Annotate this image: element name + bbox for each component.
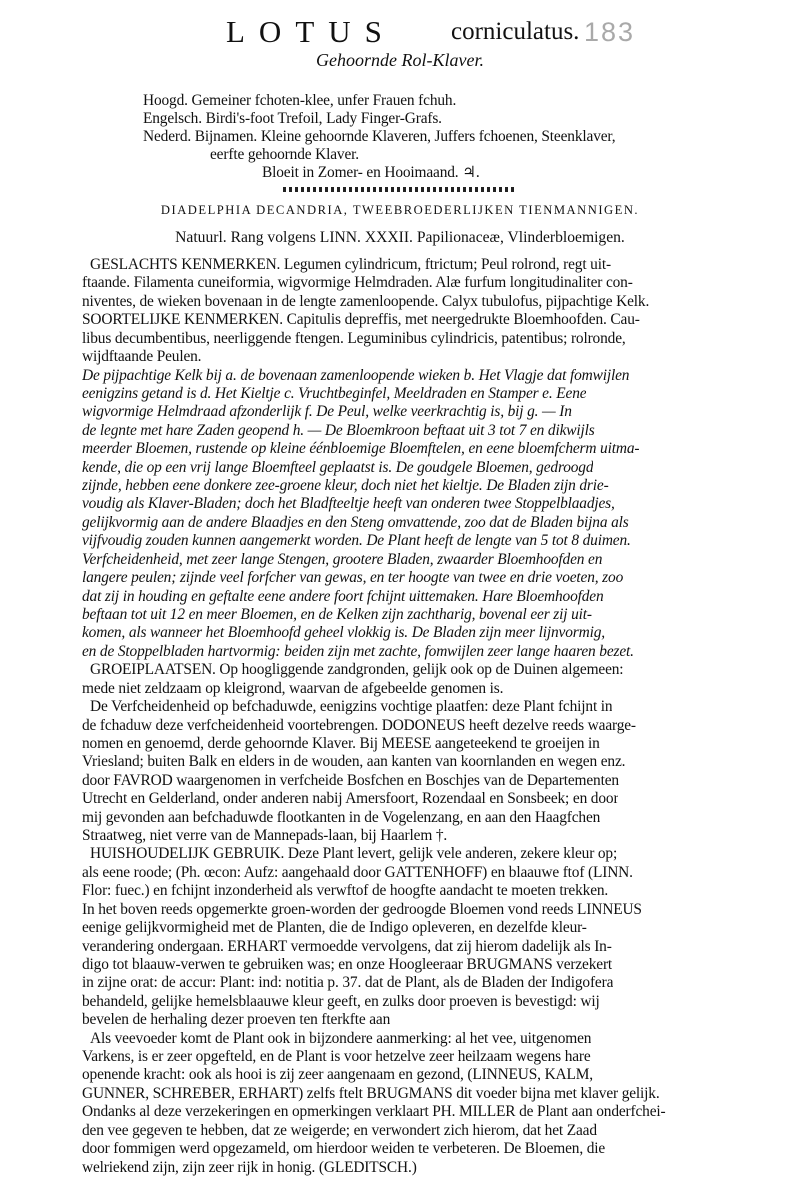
page-number: 183 xyxy=(584,17,636,47)
vernacular-line: Hoogd. Gemeiner fchoten-klee, unfer Frauen fchuh. xyxy=(143,92,457,109)
ornamental-divider xyxy=(283,187,517,192)
body-line: mede niet zeldzaam op kleigrond, waarvan de afgebeelde genomen is. xyxy=(82,680,504,697)
body-line: kende, die op een vrij lange Bloemfteel geplaatst is. De goudgele Bloemen, gedroogd xyxy=(82,459,594,476)
body-line: bevelen de herhaling dezer proeven ten fterkfte aan xyxy=(82,1011,391,1028)
body-line: langere peulen; zijnde veel forfcher van gewas, en ter hoogte van twee en drie voeten, zoo xyxy=(82,569,624,586)
body-line: dat zij in houding en geftalte eene andere foort fchijnt uittemaken. Hare Bloemhoofden xyxy=(82,588,604,605)
body-line: Flor: fuec.) en fchijnt inzonderheid als verwftof de hoogfte aandacht te moeten trekken. xyxy=(82,882,609,899)
body-line: door fommigen werd opgezameld, om hierdoor weiden te verbeteren. De Bloemen, die xyxy=(82,1140,606,1157)
body-line: meerder Bloemen, rustende op kleine éénbloemige Bloemftelen, en eene bloemfcherm uitma- xyxy=(82,440,640,457)
body-line: vijfvoudig zouden kunnen aangemerkt worden. De Plant heeft de lengte van 5 tot 8 duimen. xyxy=(82,532,631,549)
body-line: wijdftaande Peulen. xyxy=(82,348,202,365)
body-line: SOORTELIJKE KENMERKEN. Capitulis depreffis, met neergedrukte Bloemhoofden. Cau- xyxy=(82,311,640,328)
body-line: voudig als Klaver-Bladen; doch het Bladfteeltje heeft van onderen twee Stoppelblaadjes, xyxy=(82,495,615,512)
genus-title: LOTUS xyxy=(226,14,396,49)
linnaean-class: DIADELPHIA DECANDRIA, TWEEBROEDERLIJKEN TIENMANNIGEN. xyxy=(160,203,640,217)
body-line: gelijkvormig aan de andere Blaadjes en den Steng omvattende, zoo dat de Bladen bijna als xyxy=(82,514,629,531)
body-line: door FAVROD waargenomen in verfcheide Bosfchen en Boschjes van de Departementen xyxy=(82,772,619,789)
body-line: de fchaduw deze verfcheidenheid voortebrengen. DODONEUS heeft dezelve reeds waarge- xyxy=(82,717,636,734)
body-line: in zijne orat: de accur: Plant: ind: notitia p. 37. dat de Plant, als de Bladen der Indigofera xyxy=(82,974,614,991)
body-line: eenige gelijkvormigheid met de Planten, die de Indigo opleveren, en dezelfde kleur- xyxy=(82,919,587,936)
body-line: GUNNER, SCHREBER, ERHART) zelfs ftelt BRUGMANS dit voeder bijna met klaver gelijk. xyxy=(82,1085,660,1102)
vernacular-line: Nederd. Bijnamen. Kleine gehoornde Klaveren, Juffers fchoenen, Steenklaver, xyxy=(143,128,616,145)
body-line: niventes, de wieken bovenaan in de lengte zamenloopende. Calyx tubulofus, pijpachtige Kelk. xyxy=(82,293,650,310)
body-line: Ondanks al deze verzekeringen en opmerkingen verklaart PH. MILLER de Plant aan onderfchei- xyxy=(82,1103,666,1120)
body-line: nomen en genoemd, derde gehoornde Klaver. Bij MEESE aangeteekend te groeijen in xyxy=(82,735,600,752)
body-line: libus decumbentibus, neerliggende ftengen. Leguminibus cylindricis, patentibus; rolronde, xyxy=(82,330,626,347)
vernacular-line: eerfte gehoornde Klaver. xyxy=(210,146,359,163)
body-line: verandering ondergaan. ERHART vermoedde vervolgens, dat zij hierom dadelijk als In- xyxy=(82,938,612,955)
body-line: Vriesland; buiten Balk en elders in de wouden, aan kanten van koornlanden en wegen enz. xyxy=(82,753,626,770)
body-line: als eene roode; (Ph. œcon: Aufz: aangehaald door GATTENHOFF) en blaauwe ftof (LINN. xyxy=(82,864,633,881)
body-line: en de Stoppelbladen hartvormig: beiden zijn met zachte, fomwijlen zeer lange haaren bezet. xyxy=(82,643,634,660)
vernacular-line: Engelsch. Birdi's-foot Trefoil, Lady Finger-Grafs. xyxy=(143,110,442,127)
body-line: Utrecht en Gelderland, onder anderen nabij Amersfoort, Rozendaal en Sonsbeek; en door xyxy=(82,790,619,807)
body-line: Verfcheidenheid, met zeer lange Stengen, grootere Bladen, zwaarder Bloemhoofden en xyxy=(82,551,603,568)
body-line: digo tot blaauw-verwen te gebruiken was; en onze Hoogleeraar BRUGMANS verzekert xyxy=(82,956,613,973)
body-line: welriekend zijn, zijn zeer rijk in honig. (GLEDITSCH.) xyxy=(82,1159,417,1176)
body-line: beftaan tot uit 12 en meer Bloemen, en de Kelken zijn zachtharig, bovenal eer zij uit- xyxy=(82,606,592,623)
body-line: komen, als wanneer het Bloemhoofd geheel vlokkig is. De Bladen zijn meer lijnvormig, xyxy=(82,624,605,641)
body-line: HUISHOUDELIJK GEBRUIK. Deze Plant levert, gelijk vele anderen, zekere kleur op; xyxy=(90,845,618,862)
body-line: openende kracht: ook als hooi is zij zeer aangenaam en gezond, (LINNEUS, KALM, xyxy=(82,1066,593,1083)
body-line: Straatweg, niet verre van de Mannepads-laan, bij Haarlem †. xyxy=(82,827,448,844)
body-line: De pijpachtige Kelk bij a. de bovenaan zamenloopende wieken b. Het Vlagje dat fomwijlen xyxy=(82,367,630,384)
body-line: Als veevoeder komt de Plant ook in bijzondere aanmerking: al het vee, uitgenomen xyxy=(90,1030,592,1047)
flowering-line: Bloeit in Zomer- en Hooimaand. ♃. xyxy=(262,164,480,181)
body-line: zijnde, hebben eene donkere zee-groene kleur, doch niet het kieltje. De Bladen zijn drie- xyxy=(82,477,609,494)
natural-order: Natuurl. Rang volgens LINN. XXXII. Papilionaceæ, Vlinderbloemigen. xyxy=(175,229,625,246)
body-line: de legnte met hare Zaden geopend h. — De Bloemkroon beftaat uit 3 tot 7 en dikwijls xyxy=(82,422,595,439)
body-line: GESLACHTS KENMERKEN. Legumen cylindricum, ftrictum; Peul rolrond, regt uit- xyxy=(90,256,611,273)
body-line: Varkens, is er zeer opgefteld, en de Plant is voor hetzelve zeer heilzaam wegens hare xyxy=(82,1048,591,1065)
body-line: ftaande. Filamenta cuneiformia, wigvormige Helmdraden. Alæ furfum longitudinaliter con- xyxy=(82,274,633,291)
body-line: De Verfcheidenheid op befchaduwde, eenigzins vochtige plaatfen: deze Plant fchijnt in xyxy=(90,698,613,715)
species-title: corniculatus. xyxy=(451,18,580,45)
body-line: GROEIPLAATSEN. Op hoogliggende zandgronden, gelijk ook op de Duinen algemeen: xyxy=(90,661,624,678)
body-line: behandeld, gelijke hemelsblaauwe kleur geeft, en zulks door proeven is bevestigd: wij xyxy=(82,993,600,1010)
dutch-name: Gehoornde Rol-Klaver. xyxy=(316,50,484,70)
body-line: wigvormige Helmdraad afzonderlijk f. De Peul, welke veerkrachtig is, bij g. — In xyxy=(82,403,572,420)
body-line: In het boven reeds opgemerkte groen-worden der gedroogde Bloemen vond reeds LINNEUS xyxy=(82,901,642,918)
body-line: den vee gegeven te hebben, dat ze weigerde; en verwondert zich hierom, dat het Zaad xyxy=(82,1122,597,1139)
body-line: mij gevonden aan befchaduwde flootkanten in de Vogelenzang, en aan den Haagfchen xyxy=(82,809,601,826)
body-line: eenigzins getand is d. Het Kieltje c. Vruchtbeginfel, Meeldraden en Stamper e. Eene xyxy=(82,385,587,402)
